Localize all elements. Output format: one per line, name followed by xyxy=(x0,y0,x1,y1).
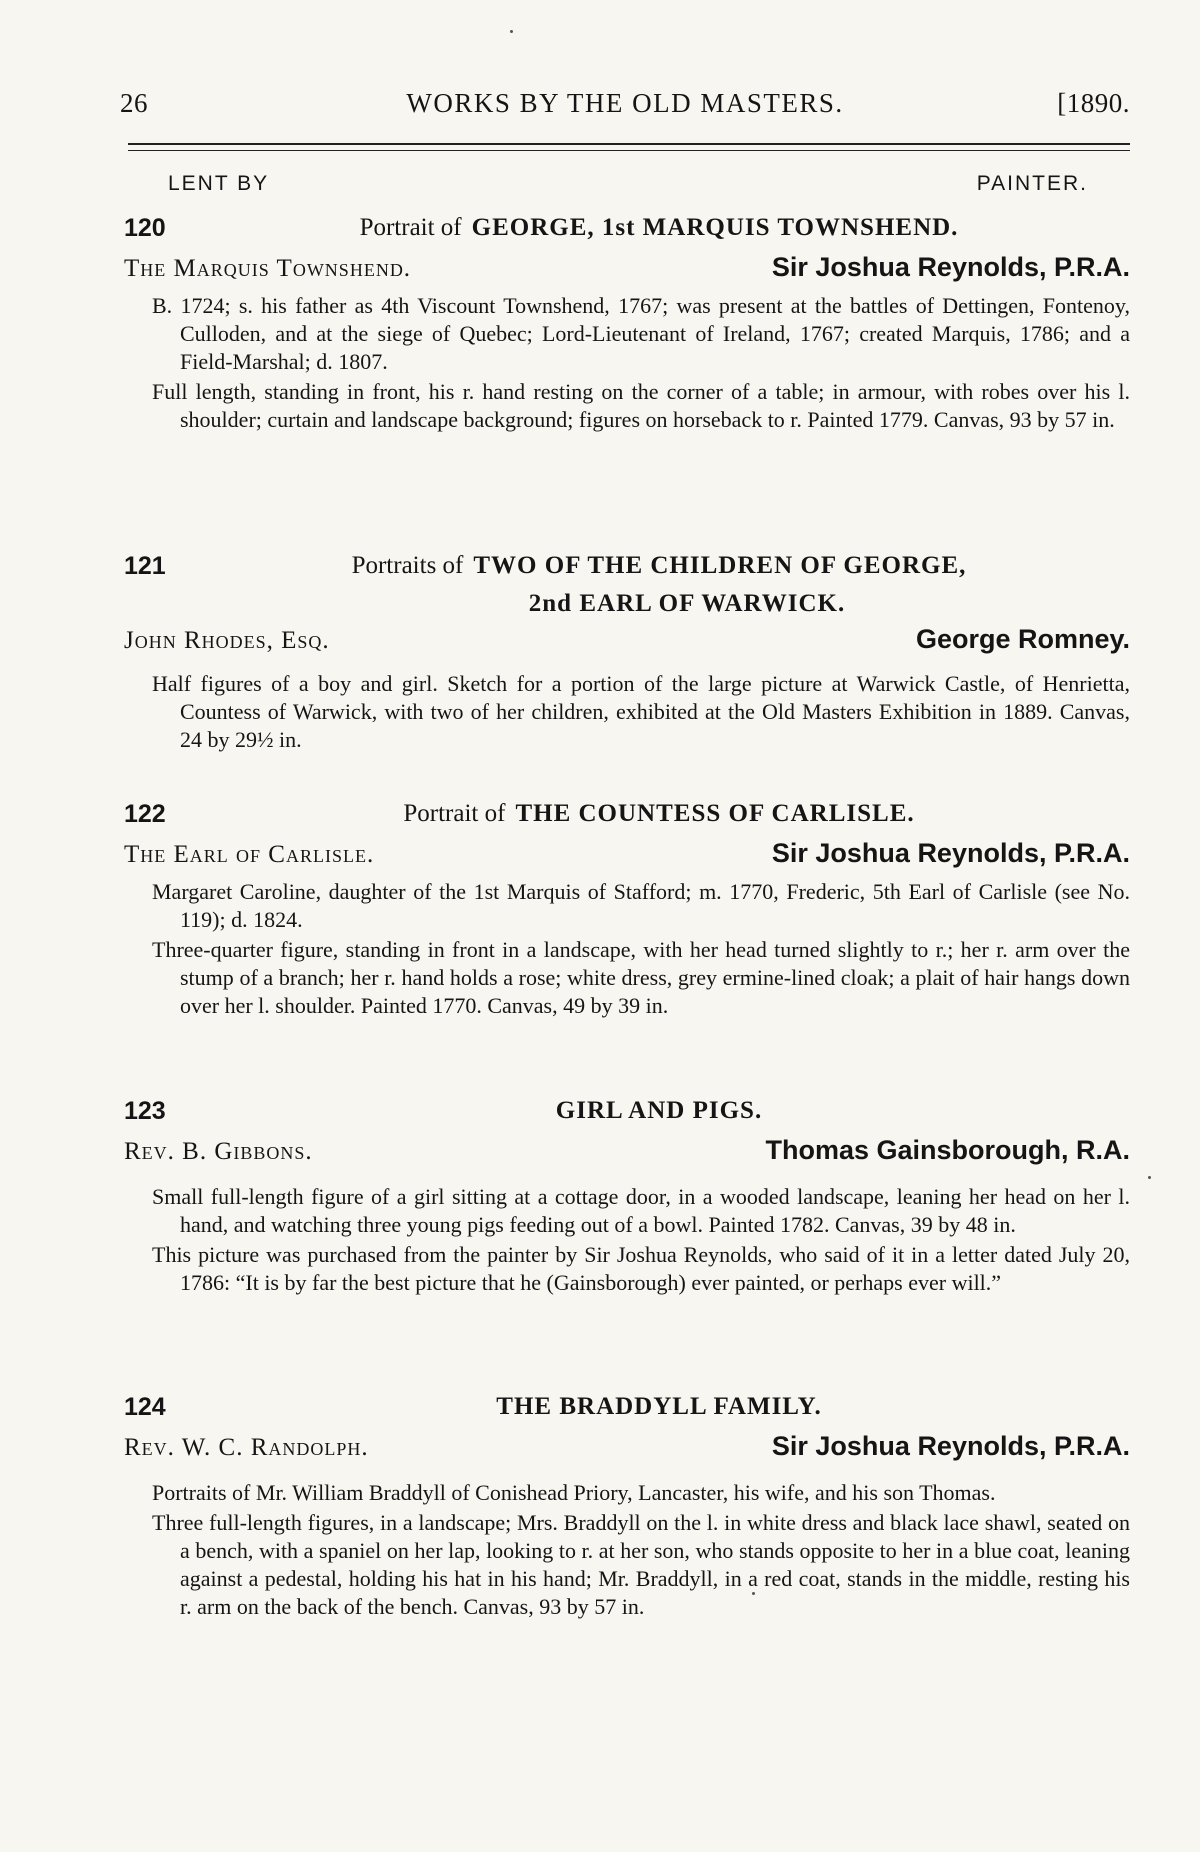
entry-title-prefix: Portrait of xyxy=(359,214,462,241)
entry-title-line xyxy=(124,214,1130,252)
entry-lender: John Rhodes, Esq. xyxy=(124,627,330,654)
entry-title-main: THE BRADDYLL FAMILY. xyxy=(496,1393,822,1420)
column-heading-painter: PAINTER. xyxy=(976,172,1088,195)
entry-number: 124 xyxy=(124,1393,166,1421)
entry-number: 123 xyxy=(124,1097,166,1125)
entry-title-main: TWO OF THE CHILDREN OF GEORGE, xyxy=(473,552,967,579)
catalogue-entry-123 xyxy=(124,1097,1130,1297)
entry-title xyxy=(188,1393,1130,1421)
entry-attribution xyxy=(124,838,1130,878)
entry-title-continuation: 2nd EARL OF WARWICK. xyxy=(528,590,846,617)
entry-biography: Margaret Caroline, daughter of the 1st Marquis of Stafford; m. 1770, Frederic, 5th Earl of Carlisle (see No. 119); d. 1824. xyxy=(152,879,1130,932)
page-number: 26 xyxy=(120,88,148,118)
entry-description: Full length, standing in front, his r. hand resting on the corner of a table; in armour, with robes over his l. shoulder; curtain and landscape background; figures on horseback to r. Painted 1779. Canvas, 93 by 57 in. xyxy=(152,379,1130,432)
entry-title xyxy=(188,552,1130,580)
entry-attribution xyxy=(124,1135,1130,1175)
entry-attribution xyxy=(124,1431,1130,1471)
catalogue-entry-120 xyxy=(124,214,1130,434)
column-heading-lent-by: LENT BY xyxy=(168,172,270,195)
entry-number: 120 xyxy=(124,214,166,242)
entry-lender: Rev. W. C. Randolph. xyxy=(124,1434,369,1461)
entry-lender: The Earl of Carlisle. xyxy=(124,841,375,868)
catalogue-entry-121 xyxy=(124,552,1130,754)
entry-painter: Sir Joshua Reynolds, P.R.A. xyxy=(771,1431,1130,1461)
entry-title-line xyxy=(124,552,1130,590)
print-speck xyxy=(510,30,513,33)
entry-description-detail: Three full-length figures, in a landscape; Mrs. Braddyll on the l. in white dress and black lace shawl, seated on a bench, with a spaniel on her lap, looking to r. at her son, who stands opposite to her in a blue coat, leaning against a pedestal, holding his hat in his hand; Mr. Braddyll, in a red coat, stands in the middle, resting his r. arm on the back of the bench. Canvas, 93 by 57 in. xyxy=(152,1510,1130,1619)
entry-painter: Thomas Gainsborough, R.A. xyxy=(765,1135,1130,1165)
header-rule-thick xyxy=(128,143,1130,145)
entry-description: Three-quarter figure, standing in front in a landscape, with her head turned slightly to r.; her r. arm over the stump of a branch; her r. hand holds a rose; white dress, grey ermine-lined cloak; a plait of hair hangs down over her l. shoulder. Painted 1770. Canvas, 49 by 39 in. xyxy=(152,937,1130,1018)
entry-description: Portraits of Mr. William Braddyll of Conishead Priory, Lancaster, his wife, and his son Thomas. xyxy=(152,1480,996,1505)
entry-attribution xyxy=(124,252,1130,292)
catalogue-entry-122 xyxy=(124,800,1130,1020)
page-title: WORKS BY THE OLD MASTERS. xyxy=(406,88,844,118)
entry-title-main: THE COUNTESS OF CARLISLE. xyxy=(515,800,915,827)
header-year: [1890. xyxy=(1057,88,1130,118)
entry-painter: Sir Joshua Reynolds, P.R.A. xyxy=(771,252,1130,282)
entry-painter: Sir Joshua Reynolds, P.R.A. xyxy=(771,838,1130,868)
print-speck xyxy=(752,1592,755,1595)
entry-lender: Rev. B. Gibbons. xyxy=(124,1138,313,1165)
entry-description: Small full-length figure of a girl sitting at a cottage door, in a wooded landscape, leaning her head on her l. hand, and watching three young pigs feeding out of a bowl. Painted 1782. Canvas, 39 by 48 in. xyxy=(152,1184,1130,1237)
entry-title-line xyxy=(124,800,1130,838)
entry-title-main: GEORGE, 1st MARQUIS TOWNSHEND. xyxy=(471,214,959,241)
entry-title xyxy=(188,800,1130,828)
entry-attribution xyxy=(124,624,1130,664)
entry-title-prefix: Portrait of xyxy=(403,800,506,827)
entry-title-line xyxy=(124,1393,1130,1431)
entry-note: This picture was purchased from the painter by Sir Joshua Reynolds, who said of it in a letter dated July 20, 1786: “It is by far the best picture that he (Gainsborough) ever painted, or perhaps ever will.” xyxy=(152,1242,1130,1295)
entry-description: Half figures of a boy and girl. Sketch for a portion of the large picture at Warwick Castle, of Henrietta, Countess of Warwick, with two of her children, exhibited at the Old Masters Exhibition in 1889. Canvas, 24 by 29½ in. xyxy=(152,671,1130,752)
entry-lender: The Marquis Townshend. xyxy=(124,255,412,282)
header-rule-thin xyxy=(128,150,1130,151)
print-speck xyxy=(1148,1176,1151,1179)
entry-painter: George Romney. xyxy=(915,624,1130,654)
entry-title-prefix: Portraits of xyxy=(351,552,464,579)
entry-biography: B. 1724; s. his father as 4th Viscount Townshend, 1767; was present at the battles of Dettingen, Fontenoy, Culloden, and at the siege of Quebec; Lord-Lieutenant of Ireland, 1767; created Marquis, 1786; and a Field-Marshal; d. 1807. xyxy=(152,293,1130,374)
entry-number: 121 xyxy=(124,552,166,580)
entry-title xyxy=(188,214,1130,242)
entry-title-main: GIRL AND PIGS. xyxy=(555,1097,763,1124)
running-head xyxy=(120,88,1130,128)
entry-title xyxy=(188,1097,1130,1125)
entry-title-line xyxy=(124,1097,1130,1135)
catalogue-entry-124 xyxy=(124,1393,1130,1621)
entry-number: 122 xyxy=(124,800,166,828)
